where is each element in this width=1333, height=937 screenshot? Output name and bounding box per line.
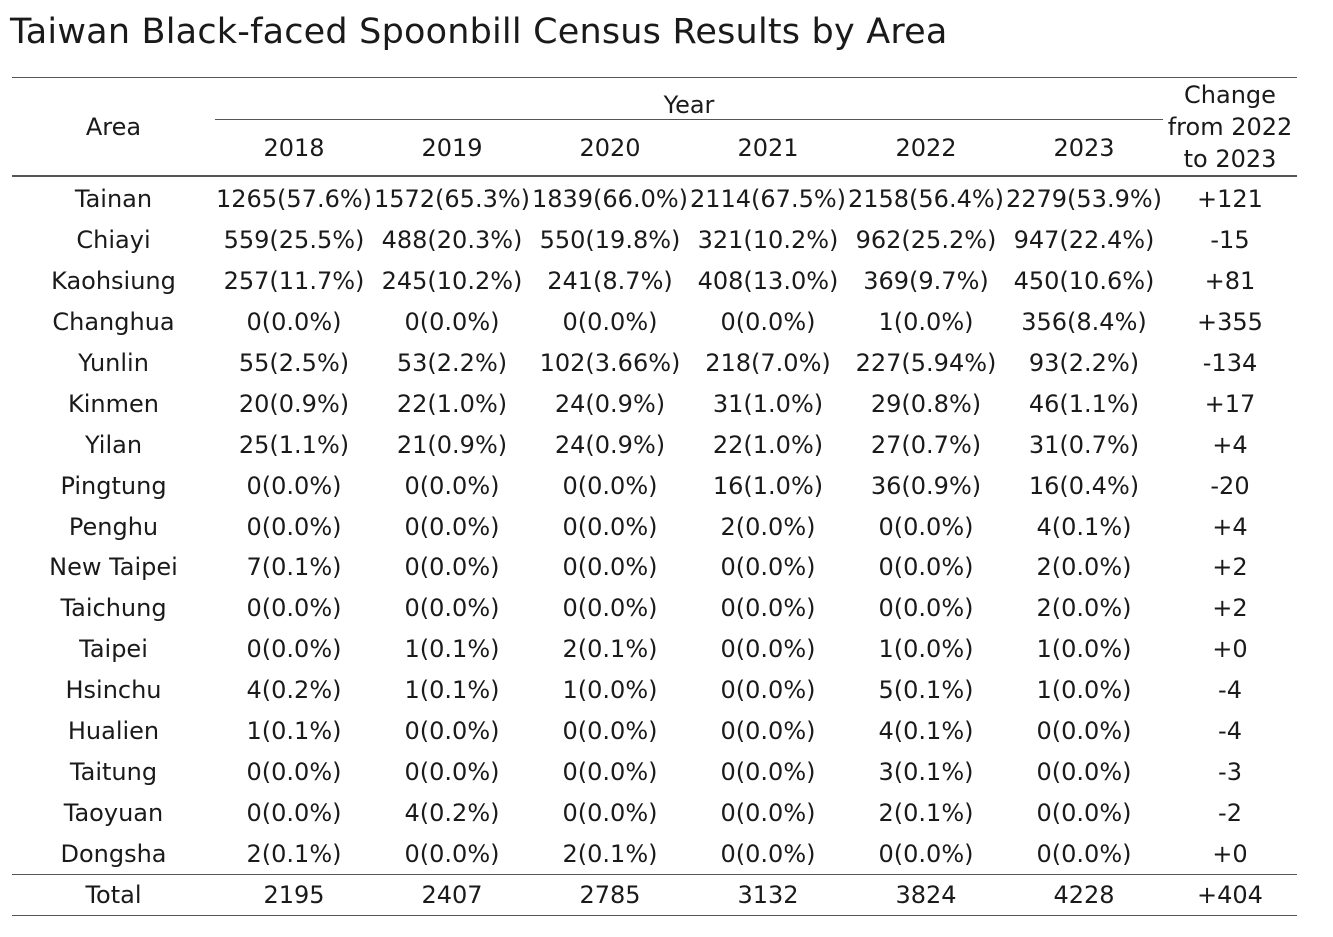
count-cell: 24(0.9%) xyxy=(554,430,666,459)
area-cell: Hsinchu xyxy=(65,676,162,705)
count-cell: 0(0.0%) xyxy=(404,757,500,786)
count-cell: 0(0.0%) xyxy=(246,757,342,786)
area-column-header: Area xyxy=(12,78,215,177)
year-header-2022: 2022 xyxy=(847,120,1005,177)
count-cell: 27(0.7%) xyxy=(870,430,982,459)
count-cell: 0(0.0%) xyxy=(720,676,816,705)
count-cell: 0(0.0%) xyxy=(246,512,342,541)
count-cell: 0(0.0%) xyxy=(720,308,816,337)
table-row xyxy=(12,302,1297,343)
count-cell: 21(0.9%) xyxy=(396,430,508,459)
count-cell: 4(0.2%) xyxy=(404,798,500,827)
year-group-header: Year xyxy=(215,78,1163,120)
area-cell: Penghu xyxy=(68,512,159,541)
count-cell: 24(0.9%) xyxy=(554,389,666,418)
count-cell: 257(11.7%) xyxy=(223,267,365,296)
change-cell: +81 xyxy=(1204,267,1256,296)
count-cell: 31(0.7%) xyxy=(1028,430,1140,459)
page-title: Taiwan Black-faced Spoonbill Census Results by Area xyxy=(10,12,948,52)
area-cell: Kinmen xyxy=(68,389,159,418)
table-row xyxy=(12,220,1297,261)
count-cell: 4(0.1%) xyxy=(1036,512,1132,541)
area-cell: Taichung xyxy=(60,594,167,623)
change-cell: +0 xyxy=(1212,635,1248,664)
count-cell: 356(8.4%) xyxy=(1021,308,1147,337)
count-cell: 20(0.9%) xyxy=(238,389,350,418)
table-footer xyxy=(12,875,1297,916)
table-row xyxy=(12,343,1297,384)
count-cell: 550(19.8%) xyxy=(539,226,681,255)
change-cell: -15 xyxy=(1210,226,1250,255)
table-row xyxy=(12,751,1297,792)
count-cell: 0(0.0%) xyxy=(720,553,816,582)
total-cell: 2195 xyxy=(215,875,373,916)
census-table xyxy=(12,77,1297,916)
count-cell: 1(0.0%) xyxy=(1036,676,1132,705)
change-cell: -134 xyxy=(1202,349,1258,377)
count-cell: 0(0.0%) xyxy=(562,798,658,827)
count-cell: 0(0.0%) xyxy=(404,717,500,746)
count-cell: 0(0.0%) xyxy=(404,512,500,541)
year-header-2020: 2020 xyxy=(531,120,689,177)
count-cell: 22(1.0%) xyxy=(396,389,508,418)
census-table-container xyxy=(12,77,1297,916)
count-cell: 1(0.0%) xyxy=(878,635,974,664)
area-cell: Yunlin xyxy=(78,349,149,377)
count-cell: 0(0.0%) xyxy=(562,594,658,623)
count-cell: 0(0.0%) xyxy=(246,594,342,623)
count-cell: 0(0.0%) xyxy=(246,798,342,827)
table-row xyxy=(12,176,1297,220)
count-cell: 2(0.0%) xyxy=(720,512,816,541)
count-cell: 1(0.1%) xyxy=(246,717,342,746)
count-cell: 16(0.4%) xyxy=(1028,471,1140,500)
count-cell: 0(0.0%) xyxy=(720,798,816,827)
count-cell: 0(0.0%) xyxy=(562,471,658,500)
count-cell: 0(0.0%) xyxy=(1036,798,1132,827)
table-row xyxy=(12,629,1297,670)
change-cell: +355 xyxy=(1197,308,1263,337)
change-header-line: to 2023 xyxy=(1183,144,1277,173)
count-cell: 16(1.0%) xyxy=(712,471,824,500)
count-cell: 0(0.0%) xyxy=(878,839,974,868)
year-header-2021: 2021 xyxy=(689,120,847,177)
change-header-line: Change xyxy=(1184,80,1276,109)
count-cell: 0(0.0%) xyxy=(404,594,500,623)
area-cell: Yilan xyxy=(84,430,143,459)
count-cell: 5(0.1%) xyxy=(878,676,974,705)
count-cell: 218(7.0%) xyxy=(705,349,831,377)
count-cell: 93(2.2%) xyxy=(1028,349,1140,377)
total-cell: 2785 xyxy=(531,875,689,916)
count-cell: 46(1.1%) xyxy=(1028,389,1140,418)
table-header xyxy=(12,78,1297,177)
count-cell: 1(0.0%) xyxy=(1036,635,1132,664)
count-cell: 0(0.0%) xyxy=(246,635,342,664)
count-cell: 31(1.0%) xyxy=(712,389,824,418)
count-cell: 0(0.0%) xyxy=(1036,839,1132,868)
count-cell: 1265(57.6%) xyxy=(215,185,373,214)
change-cell: +4 xyxy=(1212,430,1248,459)
count-cell: 0(0.0%) xyxy=(246,308,342,337)
count-cell: 7(0.1%) xyxy=(246,553,342,582)
table-row xyxy=(12,711,1297,752)
count-cell: 0(0.0%) xyxy=(1036,717,1132,746)
count-cell: 227(5.94%) xyxy=(855,349,997,377)
change-cell: +121 xyxy=(1197,185,1263,214)
count-cell: 2(0.1%) xyxy=(878,798,974,827)
count-cell: 0(0.0%) xyxy=(562,308,658,337)
count-cell: 0(0.0%) xyxy=(720,839,816,868)
change-cell: -20 xyxy=(1210,471,1250,500)
count-cell: 1839(66.0%) xyxy=(531,185,689,214)
count-cell: 0(0.0%) xyxy=(720,635,816,664)
area-cell: Taoyuan xyxy=(63,798,164,827)
count-cell: 2(0.1%) xyxy=(562,635,658,664)
count-cell: 4(0.1%) xyxy=(878,717,974,746)
count-cell: 2279(53.9%) xyxy=(1005,185,1163,214)
change-cell: -2 xyxy=(1218,798,1242,827)
area-cell: Kaohsiung xyxy=(51,267,176,296)
area-cell: Hualien xyxy=(67,717,160,746)
year-header-2023: 2023 xyxy=(1005,120,1163,177)
count-cell: 29(0.8%) xyxy=(870,389,982,418)
change-cell: +0 xyxy=(1212,839,1248,868)
table-row xyxy=(12,588,1297,629)
count-cell: 408(13.0%) xyxy=(697,267,839,296)
area-cell: Tainan xyxy=(74,185,153,214)
count-cell: 2(0.0%) xyxy=(1036,594,1132,623)
total-cell: 3132 xyxy=(689,875,847,916)
count-cell: 1(0.1%) xyxy=(404,676,500,705)
count-cell: 0(0.0%) xyxy=(404,471,500,500)
change-cell: -4 xyxy=(1218,676,1242,705)
total-cell: 2407 xyxy=(373,875,531,916)
count-cell: 488(20.3%) xyxy=(381,226,523,255)
count-cell: 1572(65.3%) xyxy=(373,185,531,214)
count-cell: 450(10.6%) xyxy=(1013,267,1155,296)
count-cell: 3(0.1%) xyxy=(878,757,974,786)
table-row xyxy=(12,424,1297,465)
change-header-line: from 2022 xyxy=(1167,112,1293,141)
count-cell: 0(0.0%) xyxy=(246,471,342,500)
count-cell: 36(0.9%) xyxy=(870,471,982,500)
change-cell: -3 xyxy=(1218,757,1242,786)
count-cell: 947(22.4%) xyxy=(1013,226,1155,255)
area-cell: New Taipei xyxy=(49,553,178,582)
count-cell: 0(0.0%) xyxy=(878,594,974,623)
table-row xyxy=(12,506,1297,547)
count-cell: 0(0.0%) xyxy=(1036,757,1132,786)
table-row xyxy=(12,833,1297,874)
count-cell: 0(0.0%) xyxy=(562,717,658,746)
area-cell: Pingtung xyxy=(60,471,167,500)
count-cell: 2(0.1%) xyxy=(562,839,658,868)
area-cell: Taipei xyxy=(79,635,148,664)
count-cell: 0(0.0%) xyxy=(562,512,658,541)
count-cell: 0(0.0%) xyxy=(562,553,658,582)
table-row xyxy=(12,465,1297,506)
change-cell: +2 xyxy=(1212,553,1248,582)
count-cell: 962(25.2%) xyxy=(855,226,997,255)
count-cell: 1(0.0%) xyxy=(878,308,974,337)
total-cell: 4228 xyxy=(1005,875,1163,916)
count-cell: 55(2.5%) xyxy=(238,349,350,377)
total-cell: 3824 xyxy=(847,875,1005,916)
total-row xyxy=(12,875,1297,916)
count-cell: 1(0.0%) xyxy=(562,676,658,705)
count-cell: 321(10.2%) xyxy=(697,226,839,255)
area-cell: Taitung xyxy=(69,757,158,786)
table-row xyxy=(12,383,1297,424)
count-cell: 0(0.0%) xyxy=(878,512,974,541)
count-cell: 4(0.2%) xyxy=(246,676,342,705)
count-cell: 53(2.2%) xyxy=(396,349,508,377)
count-cell: 2114(67.5%) xyxy=(689,185,847,214)
change-cell: -4 xyxy=(1218,717,1242,746)
year-header-2018: 2018 xyxy=(215,120,373,177)
count-cell: 0(0.0%) xyxy=(404,839,500,868)
area-cell: Dongsha xyxy=(60,839,167,868)
count-cell: 0(0.0%) xyxy=(562,757,658,786)
count-cell: 2(0.1%) xyxy=(246,839,342,868)
total-label: Total xyxy=(12,875,215,916)
count-cell: 22(1.0%) xyxy=(712,430,824,459)
count-cell: 0(0.0%) xyxy=(720,717,816,746)
count-cell: 102(3.66%) xyxy=(539,349,681,377)
change-column-header xyxy=(1163,78,1297,177)
table-row xyxy=(12,261,1297,302)
count-cell: 559(25.5%) xyxy=(223,226,365,255)
change-cell: +4 xyxy=(1212,512,1248,541)
count-cell: 0(0.0%) xyxy=(720,594,816,623)
change-cell: +17 xyxy=(1204,389,1256,418)
count-cell: 0(0.0%) xyxy=(720,757,816,786)
change-cell: +2 xyxy=(1212,594,1248,623)
count-cell: 0(0.0%) xyxy=(404,308,500,337)
count-cell: 2158(56.4%) xyxy=(847,185,1005,214)
count-cell: 245(10.2%) xyxy=(381,267,523,296)
area-cell: Changhua xyxy=(52,308,175,337)
year-header-2019: 2019 xyxy=(373,120,531,177)
count-cell: 25(1.1%) xyxy=(238,430,350,459)
table-row xyxy=(12,670,1297,711)
table-body xyxy=(12,176,1297,875)
area-cell: Chiayi xyxy=(76,226,151,255)
count-cell: 0(0.0%) xyxy=(404,553,500,582)
total-change: +404 xyxy=(1163,875,1297,916)
count-cell: 2(0.0%) xyxy=(1036,553,1132,582)
table-row xyxy=(12,792,1297,833)
count-cell: 0(0.0%) xyxy=(878,553,974,582)
count-cell: 241(8.7%) xyxy=(547,267,673,296)
count-cell: 1(0.1%) xyxy=(404,635,500,664)
count-cell: 369(9.7%) xyxy=(863,267,989,296)
table-row xyxy=(12,547,1297,588)
